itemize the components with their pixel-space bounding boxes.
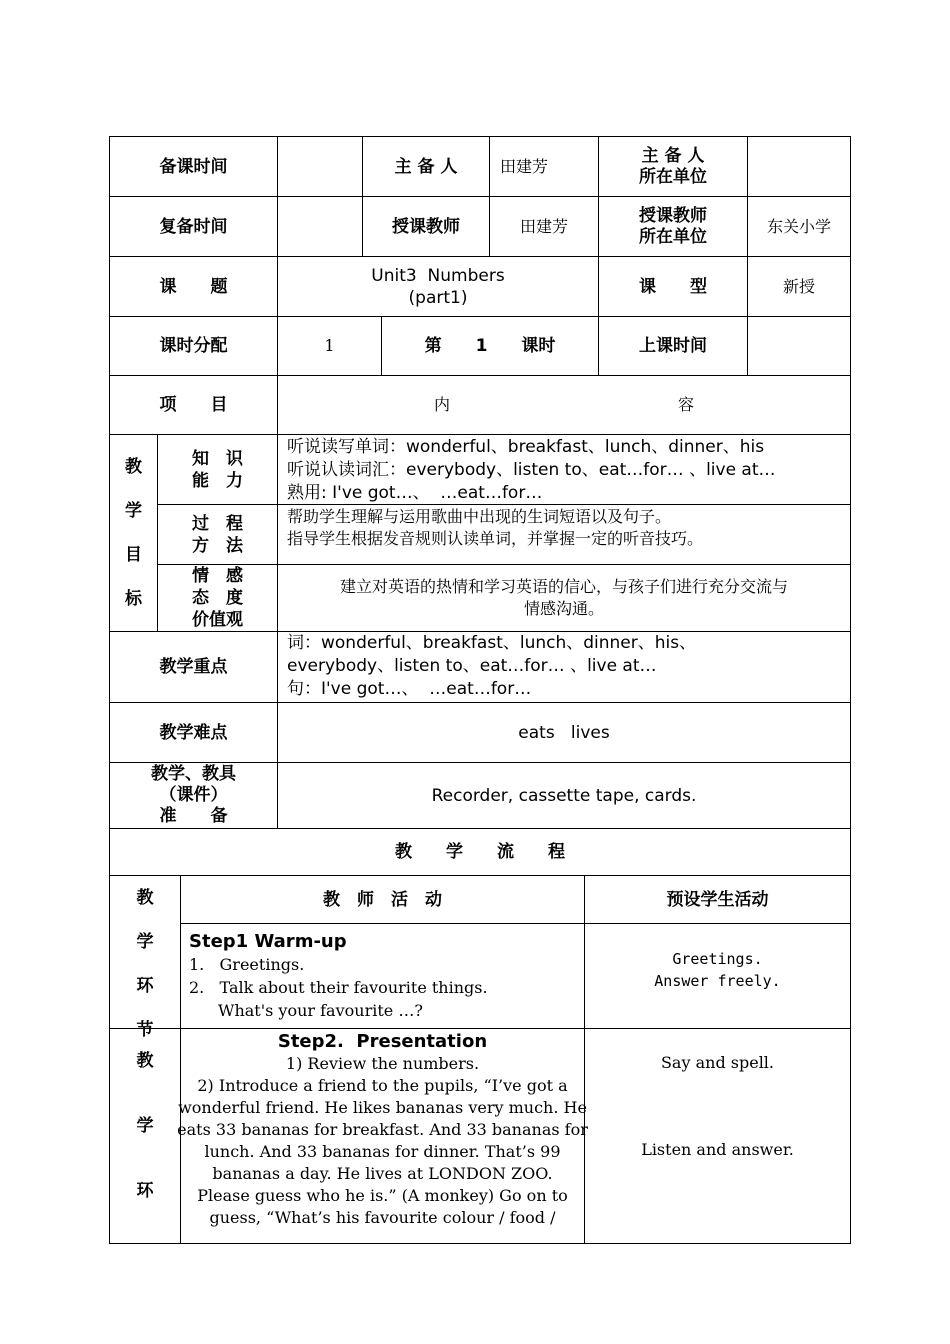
- process-content: 帮助学生理解与运用歌曲中出现的生词短语以及句子。 指导学生根据发音规则认读单词，并掌握一定的听音技巧。: [287, 507, 704, 548]
- step1-teacher: Step1 Warm-up 1. Greetings. 2. Talk about their favourite things. What's your favourite …?: [189, 931, 488, 1020]
- tools-label: 教学、教具 （课件） 准 备: [151, 764, 236, 826]
- flow-side-label: 教 学 环 节: [136, 888, 154, 1040]
- teacher-label: 授课教师: [392, 216, 460, 237]
- step2-title: Step2. Presentation: [277, 1031, 488, 1052]
- knowledge-label: 知 识 能 力: [192, 448, 243, 491]
- class-time-label: 上课时间: [639, 336, 707, 356]
- key-points-label: 教学重点: [159, 657, 228, 677]
- presenter-unit-value: [748, 137, 850, 196]
- review-time-value: [278, 197, 362, 256]
- difficulties-content: eats lives: [518, 722, 610, 743]
- step2-student: Say and spell. Listen and answer.: [641, 1053, 794, 1159]
- step2-teacher: Step2. Presentation 1) Review the numbers. 2) Introduce a friend to the pupils, “I’ve got a wonderful friend. He likes bananas very much. He eats 33 bananas for breakfast. And 33 bananas for lunch. And 33 bananas for dinner. That’s 99 bananas a day. He lives at LONDON ZOO. Please guess who he is.” (A monkey) Go on to guess, “What’s his favourite colour / food /: [177, 1031, 588, 1227]
- presenter-label: 主 备 人: [394, 156, 458, 177]
- period-value: 1: [324, 336, 335, 355]
- student-activity-header: 预设学生活动: [666, 889, 769, 910]
- knowledge-content: 听说读写单词：wonderful、breakfast、lunch、dinner、his 听说认读词汇：everybody、listen to、eat…for… 、live at… 熟用: I've got…、 …eat…for…: [287, 437, 776, 503]
- teacher-name: 田建芳: [519, 216, 568, 236]
- teacher-unit-label: 授课教师 所在单位: [639, 205, 707, 247]
- items-label: 项 目: [159, 395, 228, 415]
- step1-title: Step1 Warm-up: [189, 931, 347, 952]
- topic-label: 课 题: [159, 276, 228, 297]
- class-time-value: [748, 317, 850, 375]
- presenter-name: 田建芳: [500, 156, 549, 176]
- difficulties-label: 教学难点: [159, 722, 228, 743]
- teacher-activity-header: 教 师 活 动: [323, 889, 442, 910]
- tools-content: Recorder, cassette tape, cards.: [431, 785, 697, 806]
- objectives-side-label: 教 学 目 标: [125, 457, 142, 609]
- review-time-label: 复备时间: [159, 216, 228, 237]
- teacher-unit-value: 东关小学: [766, 216, 831, 236]
- flow-title: 教 学 流 程: [395, 842, 565, 862]
- period-number: 第 1 课时: [424, 336, 556, 356]
- flow-side-label-2: 教 学 环: [136, 1051, 154, 1201]
- step1-student: Greetings. Answer freely.: [654, 950, 781, 990]
- items-content-header: 内 容: [433, 395, 695, 414]
- prep-time-value: [278, 137, 362, 196]
- type-value: 新授: [782, 276, 815, 296]
- presenter-unit-label: 主 备 人 所在单位: [639, 145, 707, 187]
- prep-time-label: 备课时间: [159, 156, 228, 177]
- topic-value: Unit3 Numbers (part1): [371, 265, 505, 308]
- process-label: 过 程 方 法: [192, 513, 243, 556]
- period-label: 课时分配: [159, 336, 228, 356]
- emotion-label: 情 感 态 度 价值观: [192, 566, 243, 630]
- key-points-content: 词：wonderful、breakfast、lunch、dinner、his、 everybody、listen to、eat…for… 、live at… 句：I've got…、 …eat…for…: [287, 633, 697, 699]
- emotion-content: 建立对英语的热情和学习英语的信心，与孩子们进行充分交流与 情感沟通。: [339, 577, 788, 618]
- type-label: 课 型: [639, 276, 707, 297]
